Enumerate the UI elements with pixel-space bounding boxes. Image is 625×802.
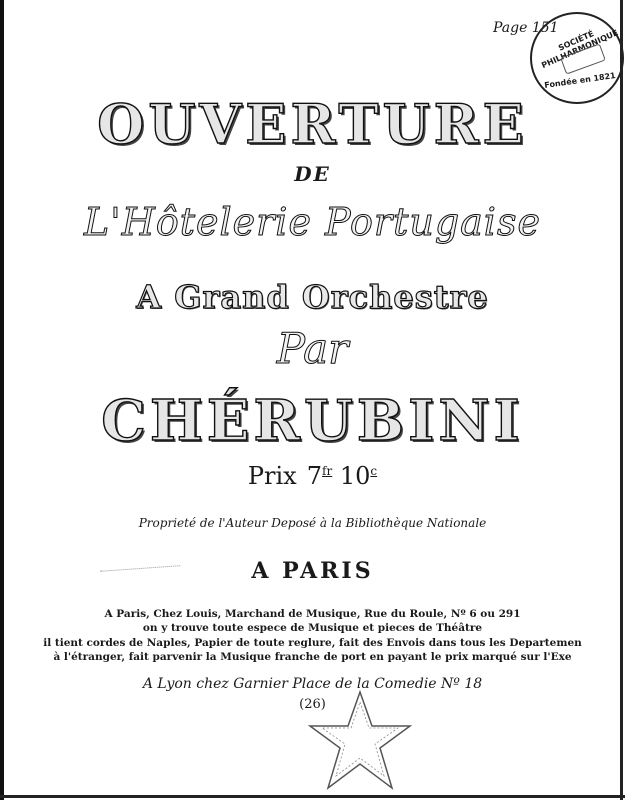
- price-centimes-unit: c: [370, 464, 378, 478]
- stamp-bottom-text: Fondée en 1821: [543, 71, 617, 90]
- star-stamp: [300, 688, 420, 798]
- catalog-number: (26): [299, 697, 326, 712]
- composer-name: CHÉRUBINI: [101, 388, 524, 454]
- legal-notice: Proprieté de l'Auteur Deposé à la Bibliothèque Nationale: [138, 516, 487, 530]
- title-par: Par: [276, 324, 349, 373]
- page-number: Page 151: [493, 20, 559, 36]
- imprint-line-2: on y trouve toute espece de Musique et pieces de Théâtre: [142, 622, 483, 634]
- imprint-line-3: il tient cordes de Naples, Papier de toute reglure, fait des Envois dans tous les Departemen: [43, 637, 582, 649]
- title-ouverture: OUVERTURE: [97, 92, 528, 156]
- price-francs-unit: fr: [322, 464, 333, 478]
- orchestration-line: A Grand Orchestre: [136, 278, 489, 316]
- library-stamp: [530, 12, 624, 104]
- price-label: Prix: [247, 462, 297, 490]
- stamp-top-text: SOCIÉTÉ PHILHARMONIQUE: [540, 28, 620, 71]
- star-stamp-shape: [300, 688, 420, 798]
- lyon-line: A Lyon chez Garnier Place de la Comedie Nº 18: [142, 676, 483, 692]
- city-heading: A PARIS: [251, 558, 374, 584]
- price-francs: 7: [306, 462, 322, 490]
- title-de: DE: [294, 162, 331, 186]
- work-title: L'Hôtelerie Portugaise: [84, 200, 541, 244]
- imprint-line-1: A Paris, Chez Louis, Marchand de Musique, Rue du Roule, Nº 6 ou 291: [104, 608, 521, 620]
- imprint-line-4: à l'étranger, fait parvenir la Musique franche de port en payant le prix marqué sur l'Exe: [53, 651, 572, 663]
- price-line: [0, 462, 625, 490]
- price-centimes: 10: [339, 462, 371, 490]
